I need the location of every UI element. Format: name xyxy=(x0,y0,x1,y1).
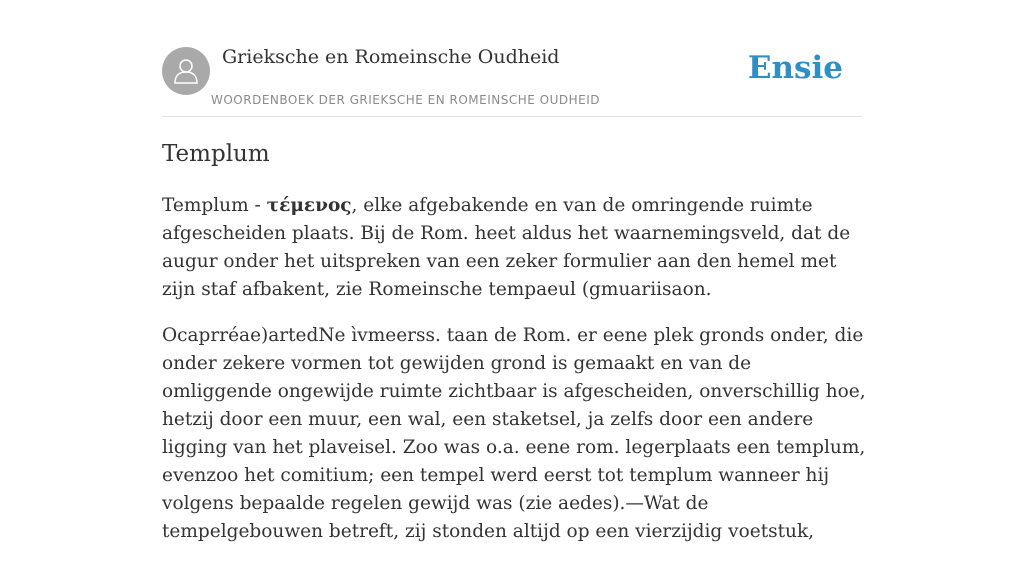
article-paragraph-2: Ocaprréae)artedNe ìvmeerss. taan de Rom. er eene plek gronds onder, die onder zekere vormen tot gewijden grond is gemaakt en van de omliggende ongewijde ruimte zichtbaar is afgescheiden, onverschillig hoe, hetzij door een muur, een wal, een staketsel, ja zelfs door een andere ligging van het plaveisel. Zoo was o.a. eene rom. legerplaats een templum, evenzoo het comitium; een tempel werd eerst tot templum wanneer hij volgens bepaalde regelen gewijd was (zie aedes).—Wat de tempelgebouwen betreft, zij stonden altijd op een vierzijdig voetstuk, xyxy=(162,325,866,542)
user-icon xyxy=(171,56,201,86)
avatar[interactable] xyxy=(162,47,210,95)
article-title: Templum xyxy=(162,141,270,167)
greek-term: τέμενος xyxy=(266,195,352,216)
source-subtitle: WOORDENBOEK DER GRIEKSCHE EN ROMEINSCHE OUDHEID xyxy=(211,93,601,107)
page-header xyxy=(162,46,862,117)
source-title-link[interactable]: Grieksche en Romeinsche Oudheid xyxy=(222,46,560,68)
paragraph-text: , elke afgebakende en van de omringende ruimte afgescheiden plaats. Bij de Rom. heet aldus het waarnemingsveld, dat de augur onder het uitspreken van een zeker formulier aan den hemel met zijn staf afbakent, zie Romeinsche tempaeul (gmuariisaon. xyxy=(162,195,851,300)
paragraph-lead: Templum - xyxy=(162,195,267,216)
ensie-logo[interactable]: Ensie xyxy=(747,50,843,86)
article-paragraph-1 xyxy=(162,192,866,304)
article xyxy=(162,138,866,564)
